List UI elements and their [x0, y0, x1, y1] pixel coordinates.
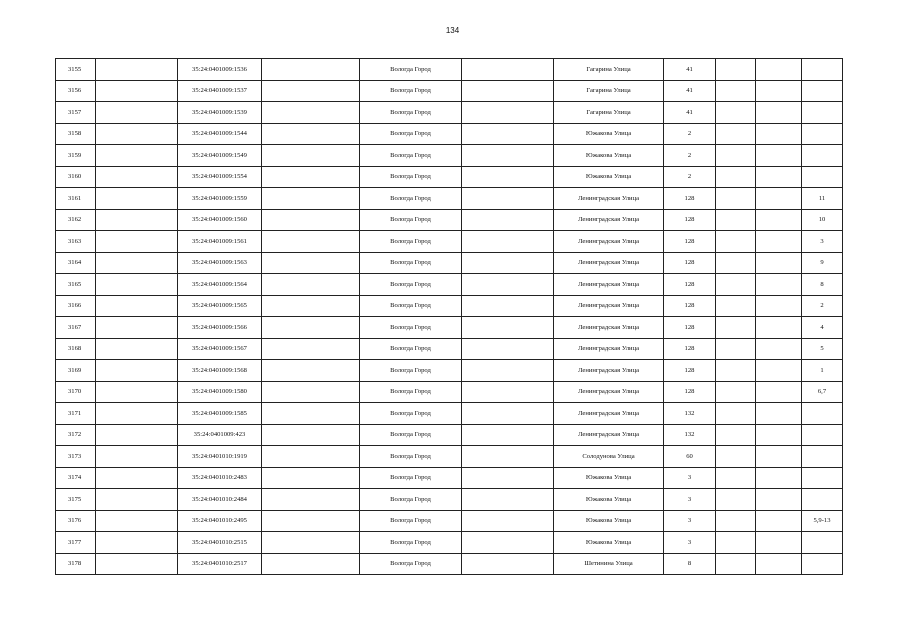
cadastral-number: 35:24:0401009:1564	[178, 274, 262, 296]
empty-cell	[462, 532, 554, 554]
street-name: Ленинградская Улица	[554, 403, 664, 425]
city-name: Вологда Город	[360, 145, 462, 167]
city-name: Вологда Город	[360, 317, 462, 339]
empty-cell	[262, 446, 360, 468]
house-number: 8	[664, 553, 716, 575]
row-number: 3176	[56, 510, 96, 532]
city-name: Вологда Город	[360, 467, 462, 489]
cadastral-number: 35:24:0401009:1536	[178, 59, 262, 81]
empty-cell	[262, 467, 360, 489]
empty-cell	[262, 295, 360, 317]
empty-cell	[262, 80, 360, 102]
house-number: 3	[664, 467, 716, 489]
empty-cell	[96, 360, 178, 382]
empty-cell	[96, 403, 178, 425]
register-table	[55, 58, 843, 575]
cadastral-number: 35:24:0401009:1566	[178, 317, 262, 339]
row-number: 3162	[56, 209, 96, 231]
city-name: Вологда Город	[360, 123, 462, 145]
empty-cell	[96, 80, 178, 102]
table-row	[56, 274, 843, 296]
house-number: 41	[664, 102, 716, 124]
empty-cell	[716, 467, 756, 489]
empty-cell	[462, 446, 554, 468]
row-number: 3173	[56, 446, 96, 468]
city-name: Вологда Город	[360, 295, 462, 317]
cadastral-number: 35:24:0401010:2515	[178, 532, 262, 554]
empty-cell	[262, 274, 360, 296]
apartment-number: 5	[802, 338, 843, 360]
empty-cell	[262, 403, 360, 425]
empty-cell	[716, 80, 756, 102]
house-number: 128	[664, 381, 716, 403]
empty-cell	[96, 231, 178, 253]
empty-cell	[462, 166, 554, 188]
row-number: 3164	[56, 252, 96, 274]
cadastral-number: 35:24:0401009:1539	[178, 102, 262, 124]
empty-cell	[716, 295, 756, 317]
apartment-number: 3	[802, 231, 843, 253]
street-name: Ленинградская Улица	[554, 274, 664, 296]
empty-cell	[756, 424, 802, 446]
empty-cell	[716, 403, 756, 425]
register-rows	[56, 59, 843, 575]
empty-cell	[462, 381, 554, 403]
cadastral-number: 35:24:0401010:2517	[178, 553, 262, 575]
apartment-number: 8	[802, 274, 843, 296]
empty-cell	[462, 188, 554, 210]
empty-cell	[96, 274, 178, 296]
street-name: Южакова Улица	[554, 532, 664, 554]
empty-cell	[756, 295, 802, 317]
house-number: 128	[664, 338, 716, 360]
empty-cell	[262, 231, 360, 253]
empty-cell	[462, 467, 554, 489]
empty-cell	[716, 59, 756, 81]
row-number: 3175	[56, 489, 96, 511]
table-row	[56, 467, 843, 489]
empty-cell	[756, 166, 802, 188]
street-name: Ленинградская Улица	[554, 209, 664, 231]
empty-cell	[756, 381, 802, 403]
apartment-number	[802, 80, 843, 102]
table-row	[56, 209, 843, 231]
empty-cell	[96, 188, 178, 210]
city-name: Вологда Город	[360, 510, 462, 532]
cadastral-number: 35:24:0401009:1561	[178, 231, 262, 253]
cadastral-number: 35:24:0401009:1567	[178, 338, 262, 360]
apartment-number	[802, 553, 843, 575]
cadastral-number: 35:24:0401009:1560	[178, 209, 262, 231]
house-number: 128	[664, 252, 716, 274]
apartment-number	[802, 166, 843, 188]
apartment-number: 5,9-13	[802, 510, 843, 532]
empty-cell	[262, 338, 360, 360]
empty-cell	[262, 166, 360, 188]
street-name: Ленинградская Улица	[554, 188, 664, 210]
empty-cell	[756, 123, 802, 145]
house-number: 2	[664, 166, 716, 188]
empty-cell	[262, 553, 360, 575]
street-name: Ленинградская Улица	[554, 338, 664, 360]
city-name: Вологда Город	[360, 102, 462, 124]
house-number: 128	[664, 209, 716, 231]
row-number: 3167	[56, 317, 96, 339]
empty-cell	[96, 532, 178, 554]
table-row	[56, 188, 843, 210]
empty-cell	[756, 145, 802, 167]
table-row	[56, 553, 843, 575]
row-number: 3161	[56, 188, 96, 210]
empty-cell	[96, 252, 178, 274]
table-row	[56, 80, 843, 102]
apartment-number	[802, 489, 843, 511]
empty-cell	[262, 381, 360, 403]
apartment-number	[802, 102, 843, 124]
cadastral-number: 35:24:0401009:1537	[178, 80, 262, 102]
empty-cell	[462, 338, 554, 360]
house-number: 3	[664, 510, 716, 532]
row-number: 3174	[56, 467, 96, 489]
table-row	[56, 532, 843, 554]
empty-cell	[96, 123, 178, 145]
empty-cell	[262, 252, 360, 274]
empty-cell	[262, 510, 360, 532]
empty-cell	[262, 102, 360, 124]
empty-cell	[96, 209, 178, 231]
table-row	[56, 252, 843, 274]
cadastral-number: 35:24:0401009:1565	[178, 295, 262, 317]
empty-cell	[262, 188, 360, 210]
street-name: Южакова Улица	[554, 510, 664, 532]
row-number: 3155	[56, 59, 96, 81]
empty-cell	[716, 338, 756, 360]
empty-cell	[462, 145, 554, 167]
street-name: Южакова Улица	[554, 166, 664, 188]
street-name: Южакова Улица	[554, 145, 664, 167]
empty-cell	[262, 489, 360, 511]
street-name: Солодунова Улица	[554, 446, 664, 468]
apartment-number	[802, 424, 843, 446]
empty-cell	[462, 123, 554, 145]
empty-cell	[756, 317, 802, 339]
empty-cell	[716, 166, 756, 188]
empty-cell	[96, 102, 178, 124]
apartment-number: 2	[802, 295, 843, 317]
empty-cell	[262, 59, 360, 81]
empty-cell	[462, 59, 554, 81]
empty-cell	[462, 209, 554, 231]
street-name: Ленинградская Улица	[554, 252, 664, 274]
street-name: Ленинградская Улица	[554, 360, 664, 382]
house-number: 128	[664, 274, 716, 296]
empty-cell	[716, 102, 756, 124]
street-name: Южакова Улица	[554, 123, 664, 145]
street-name: Ленинградская Улица	[554, 381, 664, 403]
table-row	[56, 489, 843, 511]
empty-cell	[756, 532, 802, 554]
empty-cell	[462, 274, 554, 296]
empty-cell	[756, 252, 802, 274]
street-name: Гагарина Улица	[554, 59, 664, 81]
table-row	[56, 145, 843, 167]
empty-cell	[756, 338, 802, 360]
table-row	[56, 123, 843, 145]
row-number: 3178	[56, 553, 96, 575]
house-number: 132	[664, 424, 716, 446]
apartment-number	[802, 446, 843, 468]
cadastral-number: 35:24:0401009:1549	[178, 145, 262, 167]
table-row	[56, 166, 843, 188]
cadastral-number: 35:24:0401009:1559	[178, 188, 262, 210]
city-name: Вологда Город	[360, 188, 462, 210]
empty-cell	[262, 209, 360, 231]
empty-cell	[262, 532, 360, 554]
empty-cell	[462, 360, 554, 382]
street-name: Гагарина Улица	[554, 80, 664, 102]
city-name: Вологда Город	[360, 553, 462, 575]
city-name: Вологда Город	[360, 209, 462, 231]
street-name: Ленинградская Улица	[554, 295, 664, 317]
apartment-number	[802, 532, 843, 554]
cadastral-number: 35:24:0401009:1585	[178, 403, 262, 425]
empty-cell	[716, 274, 756, 296]
empty-cell	[462, 295, 554, 317]
street-name: Гагарина Улица	[554, 102, 664, 124]
apartment-number	[802, 59, 843, 81]
empty-cell	[756, 102, 802, 124]
empty-cell	[462, 489, 554, 511]
cadastral-number: 35:24:0401010:2483	[178, 467, 262, 489]
empty-cell	[716, 424, 756, 446]
empty-cell	[716, 381, 756, 403]
empty-cell	[756, 59, 802, 81]
city-name: Вологда Город	[360, 403, 462, 425]
city-name: Вологда Город	[360, 231, 462, 253]
empty-cell	[96, 145, 178, 167]
empty-cell	[262, 145, 360, 167]
table-row	[56, 231, 843, 253]
row-number: 3170	[56, 381, 96, 403]
empty-cell	[716, 553, 756, 575]
cadastral-number: 35:24:0401009:1544	[178, 123, 262, 145]
empty-cell	[756, 360, 802, 382]
house-number: 2	[664, 123, 716, 145]
cadastral-number: 35:24:0401009:1563	[178, 252, 262, 274]
city-name: Вологда Город	[360, 59, 462, 81]
empty-cell	[462, 424, 554, 446]
row-number: 3156	[56, 80, 96, 102]
row-number: 3163	[56, 231, 96, 253]
empty-cell	[756, 553, 802, 575]
empty-cell	[756, 188, 802, 210]
empty-cell	[716, 489, 756, 511]
street-name: Ленинградская Улица	[554, 424, 664, 446]
row-number: 3165	[56, 274, 96, 296]
house-number: 128	[664, 360, 716, 382]
empty-cell	[96, 295, 178, 317]
cadastral-number: 35:24:0401009:1554	[178, 166, 262, 188]
city-name: Вологда Город	[360, 446, 462, 468]
table-row	[56, 446, 843, 468]
empty-cell	[262, 424, 360, 446]
row-number: 3157	[56, 102, 96, 124]
row-number: 3177	[56, 532, 96, 554]
cadastral-number: 35:24:0401009:1568	[178, 360, 262, 382]
apartment-number	[802, 123, 843, 145]
empty-cell	[96, 446, 178, 468]
apartment-number	[802, 467, 843, 489]
cadastral-number: 35:24:0401010:2495	[178, 510, 262, 532]
apartment-number	[802, 145, 843, 167]
table-row	[56, 510, 843, 532]
empty-cell	[462, 317, 554, 339]
empty-cell	[756, 446, 802, 468]
city-name: Вологда Город	[360, 381, 462, 403]
row-number: 3171	[56, 403, 96, 425]
row-number: 3166	[56, 295, 96, 317]
table-row	[56, 102, 843, 124]
empty-cell	[756, 489, 802, 511]
apartment-number: 6,7	[802, 381, 843, 403]
empty-cell	[262, 360, 360, 382]
city-name: Вологда Город	[360, 338, 462, 360]
table-row	[56, 381, 843, 403]
house-number: 3	[664, 532, 716, 554]
empty-cell	[716, 209, 756, 231]
empty-cell	[96, 553, 178, 575]
city-name: Вологда Город	[360, 274, 462, 296]
empty-cell	[462, 553, 554, 575]
empty-cell	[716, 145, 756, 167]
table-row	[56, 403, 843, 425]
street-name: Ленинградская Улица	[554, 317, 664, 339]
empty-cell	[756, 403, 802, 425]
empty-cell	[96, 381, 178, 403]
table-row	[56, 360, 843, 382]
empty-cell	[262, 123, 360, 145]
table-row	[56, 295, 843, 317]
table-row	[56, 59, 843, 81]
empty-cell	[96, 338, 178, 360]
row-number: 3159	[56, 145, 96, 167]
apartment-number: 1	[802, 360, 843, 382]
empty-cell	[756, 510, 802, 532]
empty-cell	[96, 166, 178, 188]
house-number: 41	[664, 59, 716, 81]
street-name: Ленинградская Улица	[554, 231, 664, 253]
house-number: 41	[664, 80, 716, 102]
empty-cell	[462, 252, 554, 274]
empty-cell	[96, 467, 178, 489]
empty-cell	[462, 231, 554, 253]
house-number: 128	[664, 231, 716, 253]
apartment-number: 10	[802, 209, 843, 231]
empty-cell	[716, 446, 756, 468]
empty-cell	[262, 317, 360, 339]
row-number: 3168	[56, 338, 96, 360]
house-number: 128	[664, 317, 716, 339]
cadastral-number: 35:24:0401009:423	[178, 424, 262, 446]
empty-cell	[716, 317, 756, 339]
empty-cell	[716, 188, 756, 210]
house-number: 2	[664, 145, 716, 167]
city-name: Вологда Город	[360, 252, 462, 274]
empty-cell	[756, 80, 802, 102]
empty-cell	[96, 317, 178, 339]
apartment-number	[802, 403, 843, 425]
empty-cell	[96, 424, 178, 446]
apartment-number: 11	[802, 188, 843, 210]
house-number: 60	[664, 446, 716, 468]
row-number: 3169	[56, 360, 96, 382]
empty-cell	[756, 209, 802, 231]
row-number: 3160	[56, 166, 96, 188]
empty-cell	[462, 80, 554, 102]
house-number: 128	[664, 188, 716, 210]
empty-cell	[96, 59, 178, 81]
apartment-number: 4	[802, 317, 843, 339]
city-name: Вологда Город	[360, 360, 462, 382]
apartment-number: 9	[802, 252, 843, 274]
city-name: Вологда Город	[360, 424, 462, 446]
empty-cell	[462, 403, 554, 425]
cadastral-number: 35:24:0401009:1580	[178, 381, 262, 403]
table-row	[56, 317, 843, 339]
page-number: 134	[445, 26, 460, 35]
empty-cell	[716, 252, 756, 274]
table-row	[56, 338, 843, 360]
empty-cell	[716, 532, 756, 554]
empty-cell	[96, 510, 178, 532]
row-number: 3158	[56, 123, 96, 145]
city-name: Вологда Город	[360, 80, 462, 102]
city-name: Вологда Город	[360, 489, 462, 511]
empty-cell	[462, 102, 554, 124]
street-name: Южакова Улица	[554, 467, 664, 489]
row-number: 3172	[56, 424, 96, 446]
street-name: Шетинина Улица	[554, 553, 664, 575]
empty-cell	[716, 231, 756, 253]
empty-cell	[462, 510, 554, 532]
house-number: 3	[664, 489, 716, 511]
street-name: Южакова Улица	[554, 489, 664, 511]
empty-cell	[756, 274, 802, 296]
city-name: Вологда Город	[360, 532, 462, 554]
city-name: Вологда Город	[360, 166, 462, 188]
empty-cell	[756, 467, 802, 489]
cadastral-number: 35:24:0401010:1919	[178, 446, 262, 468]
house-number: 128	[664, 295, 716, 317]
empty-cell	[716, 360, 756, 382]
table-row	[56, 424, 843, 446]
empty-cell	[716, 123, 756, 145]
empty-cell	[716, 510, 756, 532]
cadastral-number: 35:24:0401010:2484	[178, 489, 262, 511]
empty-cell	[96, 489, 178, 511]
house-number: 132	[664, 403, 716, 425]
empty-cell	[756, 231, 802, 253]
